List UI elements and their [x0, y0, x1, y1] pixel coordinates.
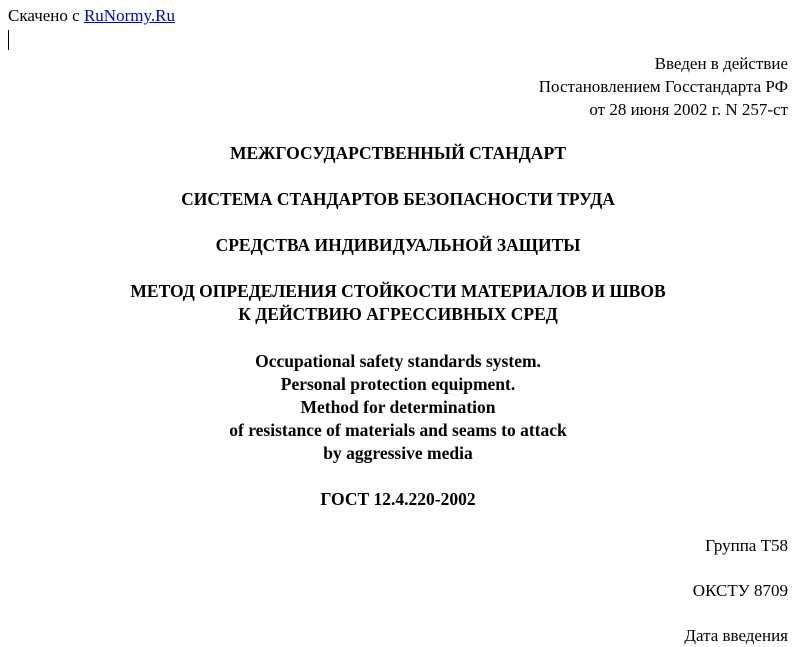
- enactment-block: [539, 52, 788, 121]
- method-heading-line-1: МЕТОД ОПРЕДЕЛЕНИЯ СТОЙКОСТИ МАТЕРИАЛОВ И ШВОВ: [130, 281, 666, 301]
- enactment-line-3: от 28 июня 2002 г. N 257-ст: [589, 100, 788, 119]
- text-cursor: [8, 30, 9, 50]
- enactment-line-2: Постановлением Госстандарта РФ: [538, 77, 788, 96]
- gost-number: ГОСТ 12.4.220-2002: [320, 489, 476, 509]
- english-title-line: Method for determination: [300, 397, 496, 417]
- english-title-line: Personal protection equipment.: [280, 374, 516, 394]
- ppe-heading: СРЕДСТВА ИНДИВИДУАЛЬНОЙ ЗАЩИТЫ: [215, 235, 581, 255]
- source-prefix: Скачено с: [8, 6, 84, 25]
- source-line: [8, 6, 175, 26]
- method-heading-line-2: К ДЕЙСТВИЮ АГРЕССИВНЫХ СРЕД: [238, 304, 558, 324]
- intro-date-label: Дата введения: [684, 626, 788, 645]
- safety-system-heading: СИСТЕМА СТАНДАРТОВ БЕЗОПАСНОСТИ ТРУДА: [181, 189, 615, 209]
- enactment-line-1: Введен в действие: [654, 54, 788, 73]
- runormy-link[interactable]: RuNormy.Ru: [83, 6, 175, 25]
- okstu-code: ОКСТУ 8709: [692, 581, 788, 600]
- english-title-line: by aggressive media: [323, 443, 473, 463]
- interstate-standard-heading: МЕЖГОСУДАРСТВЕННЫЙ СТАНДАРТ: [229, 143, 567, 163]
- english-title-line: Occupational safety standards system.: [255, 351, 541, 371]
- group-code: Группа Т58: [705, 536, 788, 555]
- english-title-line: of resistance of materials and seams to attack: [229, 420, 567, 440]
